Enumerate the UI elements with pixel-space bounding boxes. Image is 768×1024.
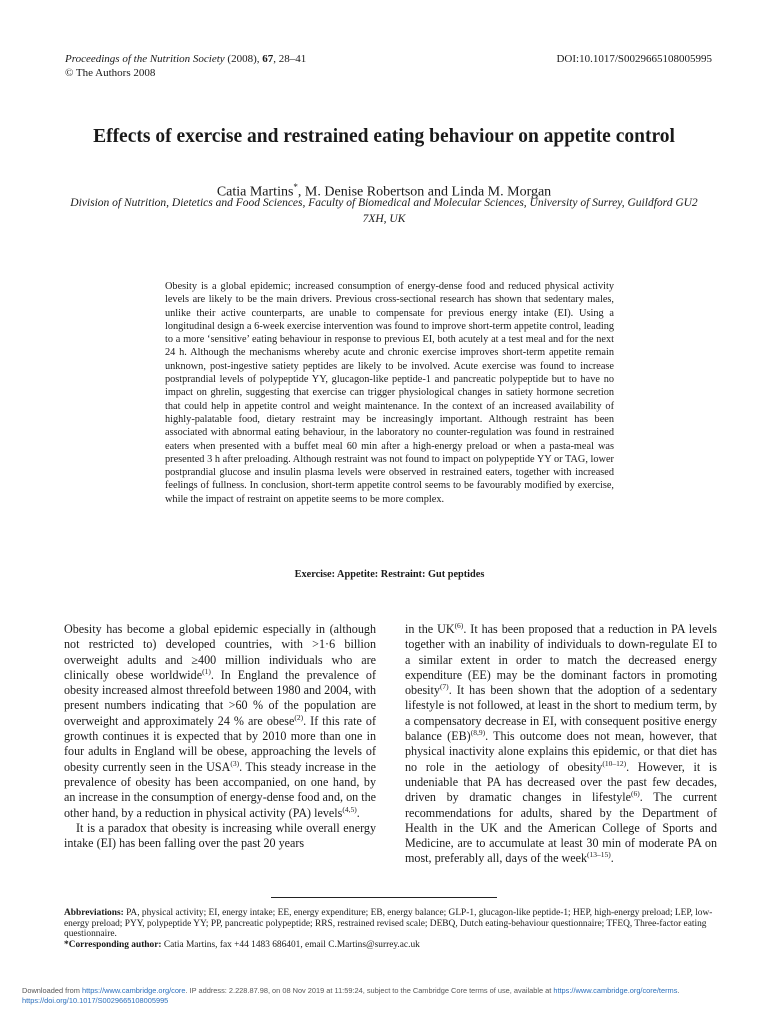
cambridge-core-link[interactable]: https://www.cambridge.org/core bbox=[81, 986, 186, 995]
other-authors: , M. Denise Robertson and Linda M. Morgan bbox=[297, 184, 552, 200]
citation-ref[interactable]: (7) bbox=[439, 682, 449, 692]
citation-ref[interactable]: (1) bbox=[202, 666, 211, 676]
citation-ref[interactable]: (13–15) bbox=[587, 850, 611, 860]
affiliation: Division of Nutrition, Dietetics and Food Sciences, Faculty of Biomedical and Molecular Sciences, University of Surrey, Guildford GU2 7XH, UK bbox=[70, 197, 698, 225]
journal-year: (2008), bbox=[227, 53, 260, 65]
copyright-line: © The Authors 2008 bbox=[65, 67, 156, 79]
journal-citation bbox=[65, 52, 306, 66]
body-paragraph: in the UK$^{(6)}$. It has been proposed that a reduction in PA levels together with an inability of individuals to down-regulate EI to a similar extent in order to match the decreased energy expenditure (EE) may be the dominant factors in promoting obesity$^{(7)}$. It has been shown that the adoption of a sedentary lifestyle is not followed, at least in the short to medium term, by a compensatory decrease in EI, with consequent positive energy balance (EB)$^{(8,9)}$. This outcome does not mean, however, that physical inactivity alone explains this epidemic, or that diet has no role in the aetiology of obesity$^{(10-12)}$. However, it is undeniable that PA has decreased over the past few decades, driven by dramatic changes in lifestyle$^{(6)}$. The current recommendations for adults, shared by the Department of Health in the UK and the American College of Sports and Medicine, are to accumulate at least 30 min of moderate PA on most, preferably all, days of the week$^{(13-15)}$. bbox=[405, 620, 718, 866]
citation-ref[interactable]: (10–12) bbox=[602, 758, 627, 768]
corresponding-author-label: *Corresponding author: bbox=[64, 940, 162, 951]
keywords: Exercise: Appetite: Restraint: Gut peptides bbox=[294, 569, 485, 580]
footnotes bbox=[64, 908, 718, 951]
body-column-left bbox=[64, 622, 376, 851]
footnote-divider bbox=[271, 897, 497, 898]
body-paragraph: It is a paradox that obesity is increasing while overall energy intake (EI) has been falling over the past 20 years bbox=[64, 820, 376, 851]
doi-link[interactable]: https://doi.org/10.1017/S0029665108005995 bbox=[22, 996, 169, 1005]
download-notice: Downloaded from https://www.cambridge.org/core. IP address: 2.228.87.98, on 08 Nov 2019 at 11:59:24, subject to the Cambridge Core terms of use, available at https://www.cambridge.org/core/terms. https://doi.org/10.1017/S0029665108005995 bbox=[22, 986, 680, 1005]
abbreviations-label: Abbreviations: bbox=[64, 908, 124, 918]
citation-ref[interactable]: (3) bbox=[230, 758, 240, 768]
citation-ref[interactable]: (4,5) bbox=[342, 804, 357, 814]
journal-name: Proceedings of the Nutrition Society bbox=[65, 53, 225, 65]
journal-pages: , 28–41 bbox=[273, 53, 307, 65]
journal-volume: 67 bbox=[262, 53, 274, 65]
body-paragraph: Obesity has become a global epidemic especially in (although not restricted to) developed countries, with >1·6 billion overweight adults and ≥400 million individuals who are clinically obese worldwide$^{(1)}$. In England the prevalence of obesity increased almost threefold between 1980 and 2004, with present numbers indicating that >60 % of the population are overweight and approximately 24 % are obese$^{(2)}$. If this rate of growth continues it is expected that by 2010 more than one in four adults in England will be obese, approaching the levels of obesity currently seen in the USA$^{(3)}$. This steady increase in the prevalence of obesity has been accompanied, on one hand, by an increase in the consumption of energy-dense food and, on the other hand, by a reduction in physical activity (PA) levels$^{(4,5)}$. bbox=[64, 622, 376, 820]
citation-ref[interactable]: (8,9) bbox=[470, 728, 486, 738]
terms-link[interactable]: https://www.cambridge.org/core/terms bbox=[553, 986, 678, 995]
abstract: Obesity is a global epidemic; increased consumption of energy-dense food and reduced physical activity levels are likely to be the main drivers. Previous cross-sectional research has shown that sedentary males, unlike their active counterparts, are unable to compensate for previous energy intake (EI). Using a longitudinal design a 6-week exercise intervention was found to improve short-term appetite control, leading to a more ‘sensitive’ eating behaviour in response to previous EI, both acutely at a test meal and for the next 24 h. Although the mechanisms whereby acute and chronic exercise improves short-term appetite remain unknown, post-ingestive satiety peptides are likely to be involved. Acute exercise was found to increase postprandial levels of polypeptide YY, glucagon-like peptide-1 and pancreatic polypeptide but to have no impact on ghrelin, suggesting that exercise can trigger physiological changes in satiety hormone secretion that could help in appetite control and weight maintenance. In the context of an increased availability of highly-palatable food, dietary restraint may be increasingly important. Although restraint has been associated with abnormal eating behaviour, in the laboratory no counter-regulation was found in restrained eaters when presented with a buffet meal 60 min after a high-energy preload or when a pasta-meal was presented 3 h after preloading. Although restraint was not found to impact on polypeptide YY or TAG, lower postprandial glucose and insulin plasma levels were observed in restrained eaters, together with increased feelings of fullness. In conclusion, short-term appetite control seems to be favourably modified by exercise, while the impact of restraint on appetite seems to be more complex. bbox=[165, 281, 614, 505]
article-title: Effects of exercise and restrained eating behaviour on appetite control bbox=[93, 126, 675, 147]
body-column-right bbox=[405, 622, 717, 867]
citation-ref[interactable]: (6) bbox=[631, 789, 640, 799]
corresponding-author-note: *Corresponding author: Catia Martins, fax +44 1483 686401, email C.Martins@surrey.ac.uk bbox=[64, 940, 420, 951]
corresponding-mark: * bbox=[293, 182, 298, 192]
citation-ref[interactable]: (6) bbox=[454, 620, 464, 630]
first-author: Catia Martins bbox=[216, 184, 294, 200]
doi: DOI:10.1017/S0029665108005995 bbox=[556, 53, 712, 65]
citation-ref[interactable]: (2) bbox=[294, 712, 304, 722]
abbreviations-note: Abbreviations: PA, physical activity; EI, energy intake; EE, energy expenditure; EB, energy balance; GLP-1, glucagon-like peptide-1; HEP, high-energy preload; LEP, low-energy preload; PYY, polypeptide YY; PP, pancreatic polypeptide; RRS, restrained revised scale; DEBQ, Dutch eating-behaviour questionnaire; TFEQ, Three-factor eating questionnaire. bbox=[64, 908, 713, 940]
